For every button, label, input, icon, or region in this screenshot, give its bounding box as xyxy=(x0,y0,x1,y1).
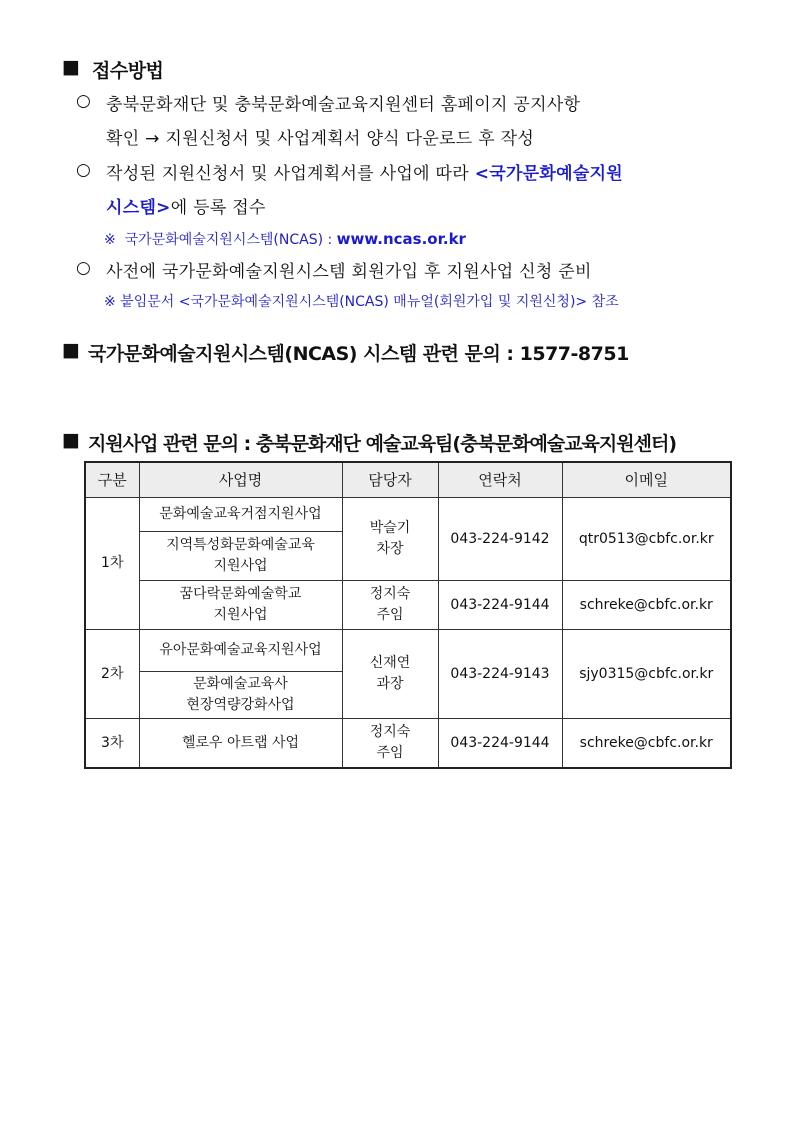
round-label: 3차 xyxy=(85,719,139,769)
round-label: 2차 xyxy=(85,630,139,719)
section-title-ncas-inquiry: 국가문화예술지원시스템(NCAS) 시스템 관련 문의 : 1577-8751 xyxy=(88,343,629,365)
ncas-url-note xyxy=(104,229,466,249)
program-line: 지원사업 xyxy=(213,607,268,623)
reception-item-1-line-2: 확인 → 지원신청서 및 사업계획서 양식 다운로드 후 작성 xyxy=(106,129,535,149)
manager-cell xyxy=(342,719,438,769)
reception-item-1-line-1: 충북문화재단 및 충북문화예술교육지원센터 홈페이지 공지사항 xyxy=(106,95,581,115)
reception-item-2-line-1 xyxy=(106,159,623,184)
section-title-reception: 접수방법 xyxy=(92,60,164,82)
circle-bullet-icon: ○ xyxy=(76,91,91,111)
manager-name: 신재연 xyxy=(369,655,411,671)
reception-item-2-text: 작성된 지원신청서 및 사업계획서를 사업에 따라 xyxy=(106,164,469,184)
manager-name: 정지숙 xyxy=(369,586,411,602)
email-cell: schreke@cbfc.or.kr xyxy=(562,719,731,769)
program-line: 지원사업 xyxy=(213,558,268,574)
email-cell: sjy0315@cbfc.or.kr xyxy=(562,630,731,719)
manager-cell xyxy=(342,630,438,719)
reference-mark-icon: ※ xyxy=(104,232,116,248)
phone-cell: 043-224-9142 xyxy=(438,498,562,581)
manager-cell xyxy=(342,581,438,630)
header-program: 사업명 xyxy=(139,462,342,498)
table-row xyxy=(85,581,731,630)
phone-cell: 043-224-9143 xyxy=(438,630,562,719)
table-row xyxy=(85,719,731,769)
table-row xyxy=(85,630,731,672)
phone-cell: 043-224-9144 xyxy=(438,719,562,769)
table-header-row xyxy=(85,462,731,498)
header-manager: 담당자 xyxy=(342,462,438,498)
program-line: 현장역량강화사업 xyxy=(186,697,295,713)
program-line: 꿈다락문화예술학교 xyxy=(179,586,302,602)
program-cell xyxy=(139,532,342,581)
attachment-note: ※ 붙임문서 <국가문화예술지원시스템(NCAS) 매뉴얼(회원가입 및 지원신청)> 참조 xyxy=(104,294,619,310)
email-cell: qtr0513@cbfc.or.kr xyxy=(562,498,731,581)
reception-item-2-line-2 xyxy=(106,193,266,218)
manager-title: 주임 xyxy=(376,607,404,623)
ncas-system-highlight-end: 시스템> xyxy=(106,198,171,218)
header-round: 구분 xyxy=(85,462,139,498)
square-bullet-icon: ■ xyxy=(62,56,80,78)
square-bullet-icon: ■ xyxy=(62,339,80,361)
manager-cell xyxy=(342,498,438,581)
ncas-system-highlight: <국가문화예술지원 xyxy=(474,164,624,184)
manager-title: 주임 xyxy=(376,745,404,761)
program-line: 문화예술교육사 xyxy=(193,676,288,692)
circle-bullet-icon: ○ xyxy=(76,160,91,180)
email-cell: schreke@cbfc.or.kr xyxy=(562,581,731,630)
manager-name: 박슬기 xyxy=(369,520,411,536)
square-bullet-icon: ■ xyxy=(62,429,80,451)
phone-cell: 043-224-9144 xyxy=(438,581,562,630)
program-cell: 문화예술교육거점지원사업 xyxy=(139,498,342,532)
program-cell: 유아문화예술교육지원사업 xyxy=(139,630,342,672)
program-cell xyxy=(139,672,342,719)
circle-bullet-icon: ○ xyxy=(76,258,91,278)
program-cell xyxy=(139,581,342,630)
round-label: 1차 xyxy=(85,498,139,630)
reception-item-2-text-end: 에 등록 접수 xyxy=(170,198,266,218)
manager-name: 정지숙 xyxy=(369,724,411,740)
section-title-support-inquiry: 지원사업 관련 문의 : 충북문화재단 예술교육팀(충북문화예술교육지원센터) xyxy=(88,433,677,455)
reception-item-3: 사전에 국가문화예술지원시스템 회원가입 후 지원사업 신청 준비 xyxy=(106,262,592,282)
ncas-label: 국가문화예술지원시스템(NCAS) : xyxy=(124,232,333,248)
program-line: 지역특성화문화예술교육 xyxy=(166,537,315,553)
contact-table xyxy=(84,461,732,769)
header-phone: 연락처 xyxy=(438,462,562,498)
program-cell: 헬로우 아트랩 사업 xyxy=(139,719,342,769)
ncas-url-link[interactable]: www.ncas.or.kr xyxy=(336,230,466,248)
table-row xyxy=(85,498,731,532)
manager-title: 과장 xyxy=(376,676,404,692)
header-email: 이메일 xyxy=(562,462,731,498)
manager-title: 차장 xyxy=(376,541,404,557)
